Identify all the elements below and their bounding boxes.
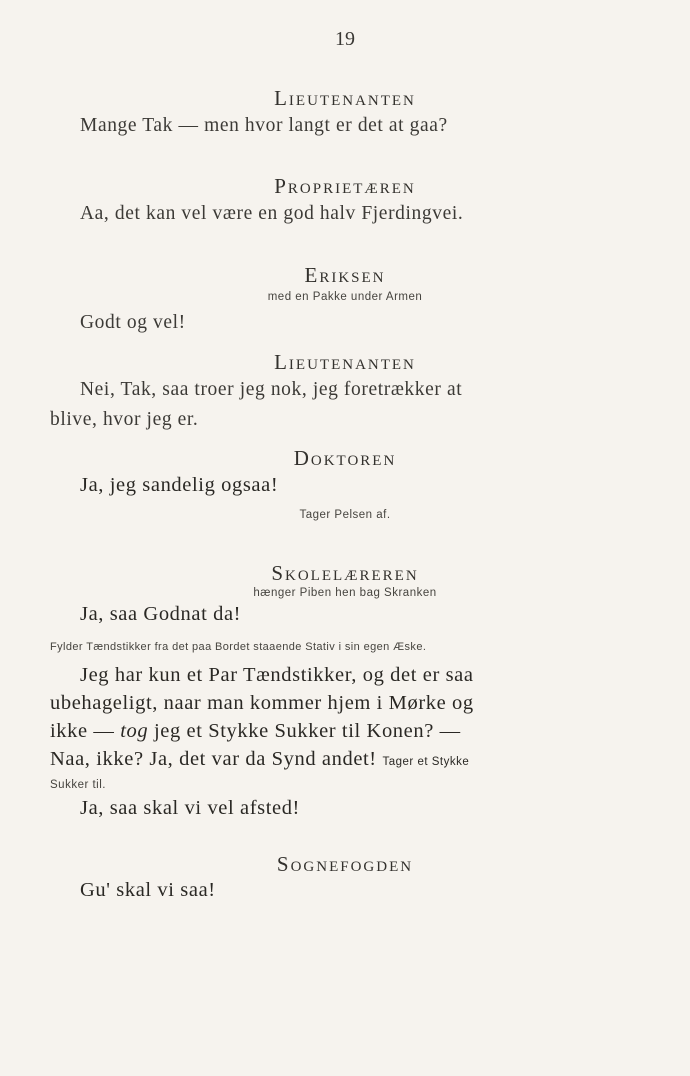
speaker-lieutenanten-1: Lieutenanten: [274, 86, 416, 110]
stage-direction: Tager Pelsen af.: [299, 509, 391, 521]
dialogue-line: Jeg har kun et Par Tændstikker, og det er saa: [80, 664, 474, 686]
dialogue-line: Nei, Tak, saa troer jeg nok, jeg foretrækker at: [80, 379, 463, 400]
dialogue-line: [50, 720, 461, 743]
stage-direction: Fylder Tændstikker fra det paa Bordet staaende Stativ i sin egen Æske.: [50, 641, 427, 653]
emphasized-word: tog: [120, 720, 149, 742]
dialogue-line: [50, 748, 469, 771]
dialogue-line: Ja, saa Godnat da!: [80, 603, 242, 625]
stage-direction-inline: Tager et Stykke: [382, 756, 470, 768]
dialogue-text: ikke —: [50, 720, 121, 742]
dialogue-line: Mange Tak — men hvor langt er det at gaa?: [80, 115, 448, 136]
speaker-sognefogden: Sognefogden: [276, 852, 414, 876]
stage-direction: Sukker til.: [50, 779, 106, 791]
dialogue-line: blive, hvor jeg er.: [50, 409, 199, 430]
dialogue-line: Ja, saa skal vi vel afsted!: [80, 797, 300, 819]
speaker-doktoren: Doktoren: [293, 446, 397, 470]
stage-direction: med en Pakke under Armen: [267, 291, 423, 303]
dialogue-text: jeg et Stykke Sukker til Konen? —: [148, 720, 461, 742]
speaker-lieutenanten-2: Lieutenanten: [274, 350, 416, 374]
dialogue-text: Naa, ikke? Ja, det var da Synd andet!: [50, 748, 377, 770]
speaker-eriksen: Eriksen: [304, 263, 386, 287]
dialogue-line: Ja, jeg sandelig ogsaa!: [80, 474, 279, 496]
dialogue-line: Godt og vel!: [80, 312, 186, 333]
speaker-skolelaereren: Skolelæreren: [271, 561, 419, 585]
dialogue-line: Gu' skal vi saa!: [80, 879, 216, 901]
dialogue-line: ubehageligt, naar man kommer hjem i Mørke og: [50, 692, 474, 714]
stage-direction: hænger Piben hen bag Skranken: [253, 587, 437, 599]
page-number: 19: [335, 28, 355, 50]
dialogue-line: Aa, det kan vel være en god halv Fjerdingvei.: [80, 203, 464, 224]
speaker-proprietaeren: Proprietæren: [274, 174, 416, 198]
